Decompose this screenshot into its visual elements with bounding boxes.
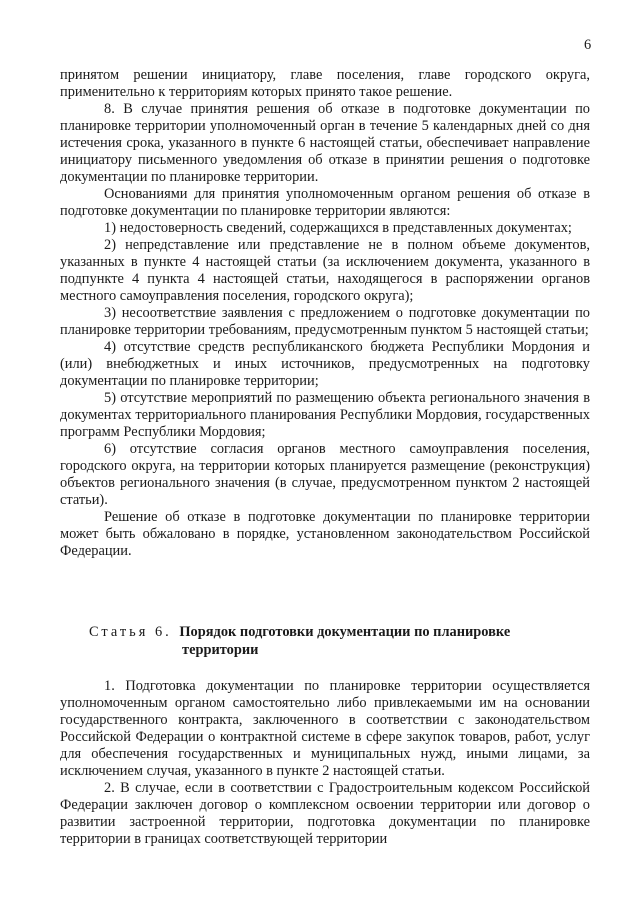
list-item-5: 5) отсутствие мероприятий по размещению объекта регионального значения в документах территориального планирования Республики Мордовия, государственных программ Республики Мордовия; bbox=[60, 390, 590, 440]
article-title-line1: Порядок подготовки документации по планировке bbox=[179, 624, 511, 640]
paragraph-grounds: Основаниями для принятия уполномоченным органом решения об отказе в подготовке документации по планировке территории являются: bbox=[60, 186, 590, 219]
paragraph-appeal: Решение об отказе в подготовке документации по планировке территории может быть обжаловано в порядке, установленном законодательством Российской Федерации. bbox=[60, 509, 590, 559]
body-section-1 bbox=[60, 67, 590, 560]
list-item-2: 2) непредставление или представление не в полном объеме документов, указанных в пункте 4 настоящей статьи (за исключением документа, указанного в подпункте 4 пункта 4 настоящей статьи, находящегося в распоряжении органов местного самоуправления поселения, городского округа); bbox=[60, 237, 590, 304]
list-item-3: 3) несоответствие заявления с предложением о подготовке документации по планировке территории требованиям, предусмотренным пунктом 5 настоящей статьи; bbox=[60, 305, 590, 338]
list-item-4: 4) отсутствие средств республиканского бюджета Республики Мордония и (или) внебюджетных и иных источников, предусмотренных на подготовку документации по планировке территории; bbox=[60, 339, 590, 389]
article-label: Статья 6. bbox=[89, 624, 172, 640]
paragraph-article6-2: 2. В случае, если в соответствии с Градостроительным кодексом Российской Федерации заключен договор о комплексном освоении территории или договор о развитии застроенной территории, подготовка документации по планировке территории в границах соответствующей территории bbox=[60, 780, 590, 847]
article-title-line2: территории bbox=[182, 642, 259, 658]
list-item-1: 1) недостоверность сведений, содержащихся в представленных документах; bbox=[104, 220, 572, 236]
page-number: 6 bbox=[584, 37, 592, 53]
body-section-2 bbox=[60, 678, 590, 848]
paragraph-8: 8. В случае принятия решения об отказе в подготовке документации по планировке территории уполномоченный орган в течение 5 календарных дней со дня истечения срока, указанного в пункте 6 настоящей статьи, обеспечивает направление инициатору письменного уведомления об отказе в принятии решения о подготовке документации по планировке территории. bbox=[60, 101, 590, 185]
list-item-6: 6) отсутствие согласия органов местного самоуправления поселения, городского округа, на территории которых планируется размещение (реконструкция) объектов регионального значения (в случае, предусмотренном пунктом 2 настоящей статьи). bbox=[60, 441, 590, 508]
article-heading bbox=[89, 623, 579, 659]
paragraph-article6-1: 1. Подготовка документации по планировке территории осуществляется уполномоченным органом самостоятельно либо привлекаемыми им на основании государственного контракта, заключенного в соответствии с законодательством Российской Федерации о контрактной системе в сфере закупок товаров, работ, услуг для обеспечения государственных и муниципальных нужд, иными лицами, за исключением случая, указанного в пункте 2 настоящей статьи. bbox=[60, 678, 590, 779]
paragraph-intro: принятом решении инициатору, главе поселения, главе городского округа, применительно к территориям которых принято такое решение. bbox=[60, 67, 590, 100]
